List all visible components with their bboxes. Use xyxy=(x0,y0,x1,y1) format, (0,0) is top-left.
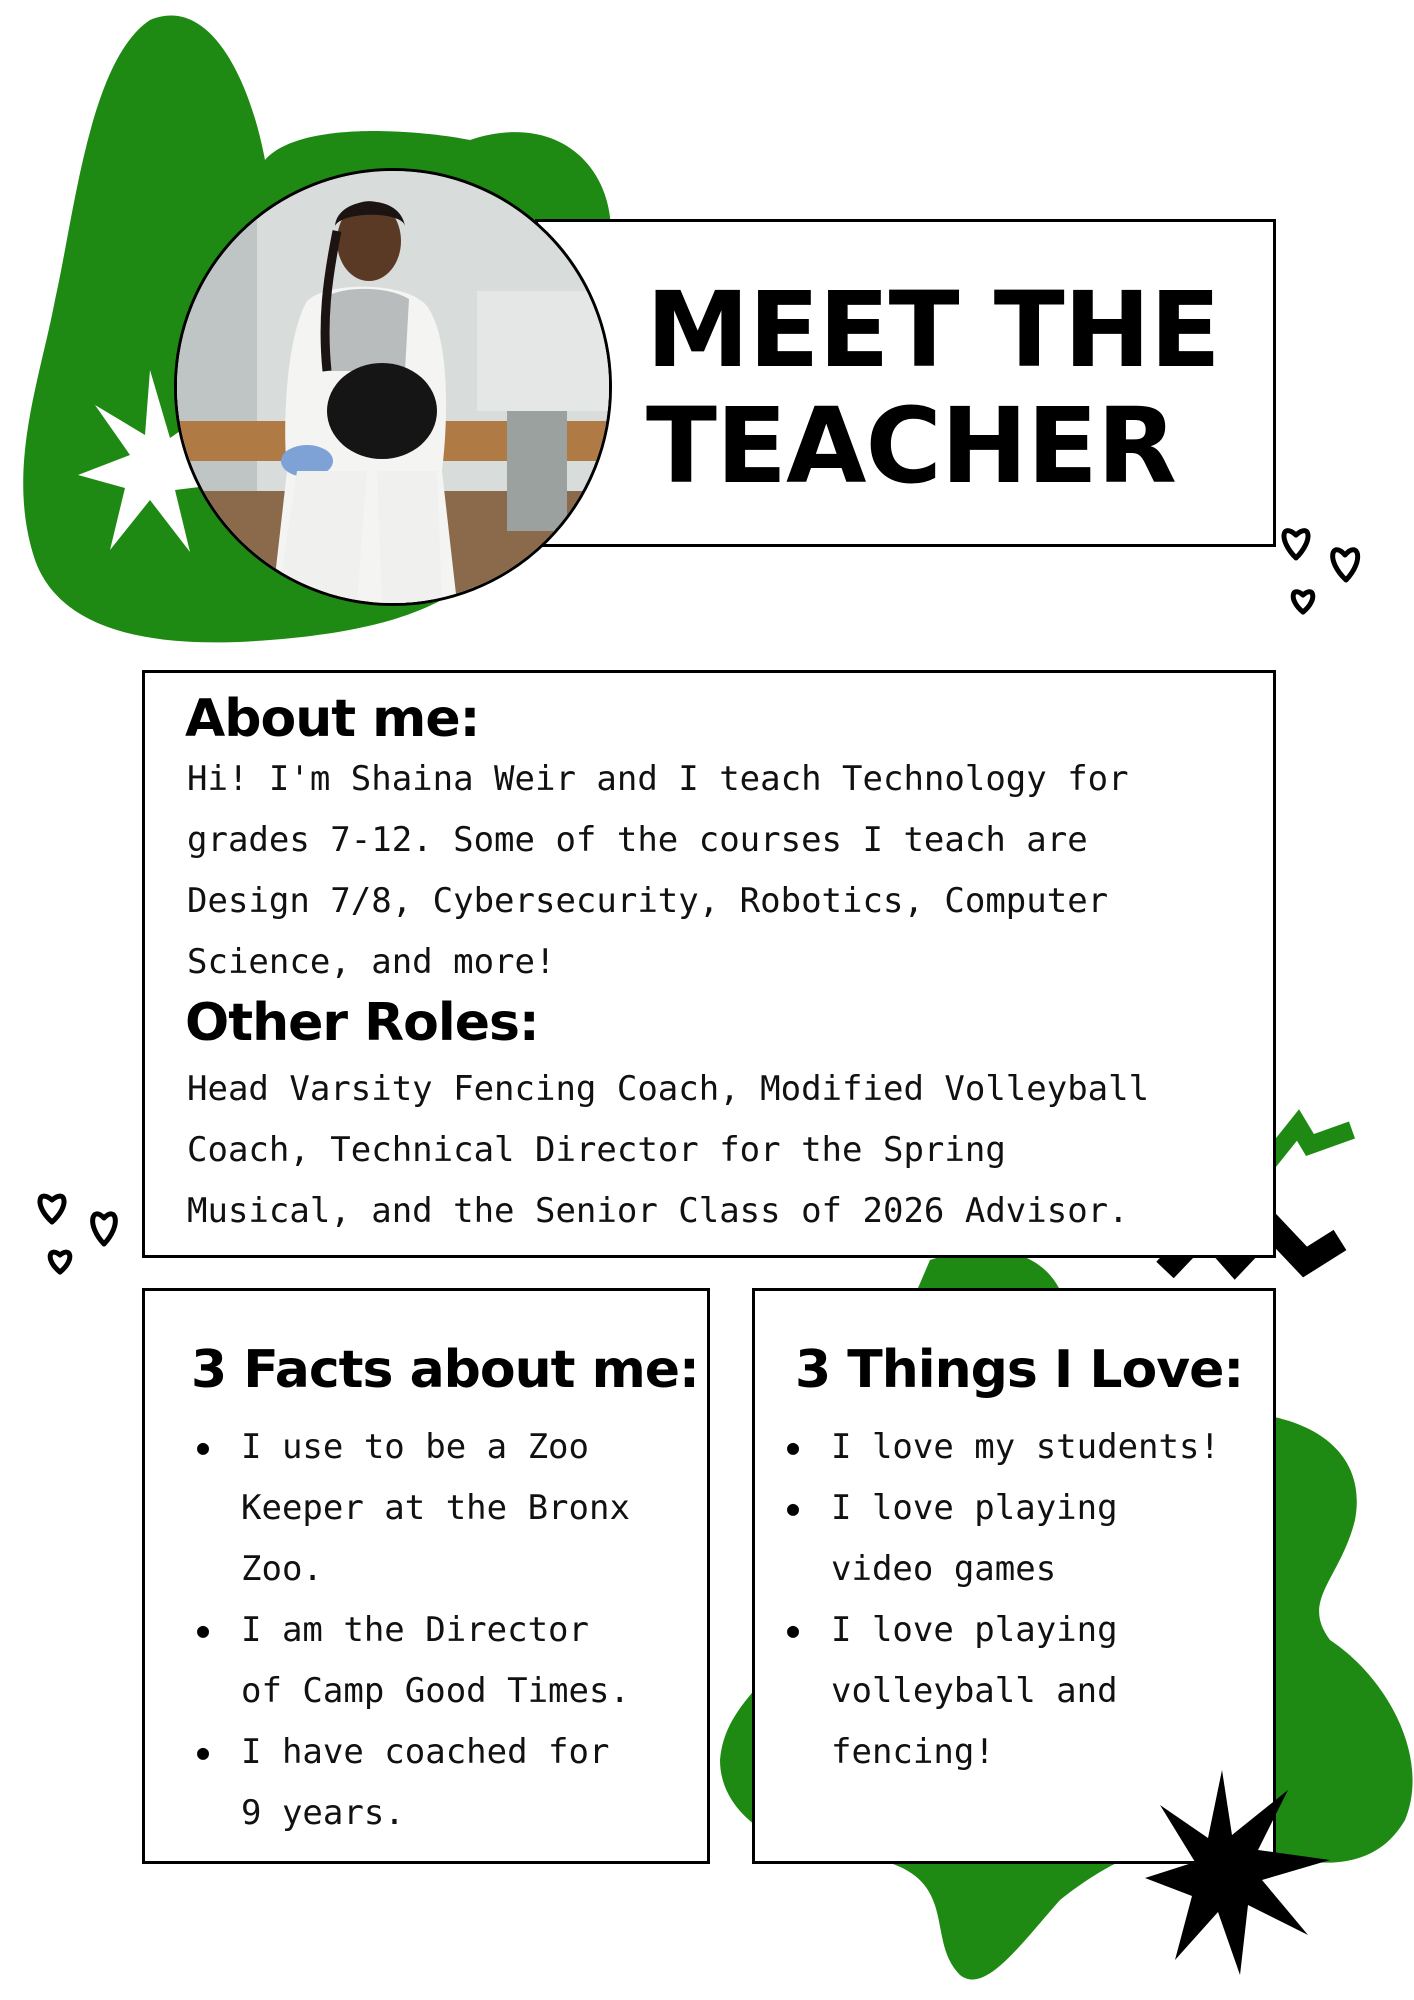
love-line: I love my students! xyxy=(831,1427,1220,1467)
about-panel xyxy=(142,670,1276,1258)
facts-list xyxy=(191,1417,630,1844)
facts-heading: 3 Facts about me: xyxy=(191,1340,699,1400)
heart-cluster-icon-top xyxy=(1284,531,1358,612)
teacher-photo-illustration xyxy=(177,171,609,603)
loves-list xyxy=(781,1417,1220,1783)
title-panel xyxy=(535,219,1276,547)
fact-line: I am the Director xyxy=(241,1610,589,1650)
fact-line: I use to be a Zoo xyxy=(241,1427,589,1467)
fact-line: Zoo. xyxy=(241,1549,323,1589)
fact-line: 9 years. xyxy=(241,1793,405,1833)
about-heading: About me: xyxy=(185,689,480,749)
roles-heading: Other Roles: xyxy=(185,993,539,1053)
teacher-photo xyxy=(174,168,612,606)
facts-panel xyxy=(142,1288,710,1864)
loves-panel xyxy=(752,1288,1276,1864)
roles-line: Musical, and the Senior Class of 2026 Advisor. xyxy=(187,1191,1129,1231)
about-line: grades 7-12. Some of the courses I teach are xyxy=(187,820,1088,860)
love-item xyxy=(781,1478,1220,1600)
roles-text xyxy=(187,1059,1149,1242)
fact-line: Keeper at the Bronx xyxy=(241,1488,630,1528)
love-item xyxy=(781,1600,1220,1783)
roles-line: Coach, Technical Director for the Spring xyxy=(187,1130,1006,1170)
about-text xyxy=(187,749,1129,993)
title-line-2: TEACHER xyxy=(646,385,1176,507)
fact-line: of Camp Good Times. xyxy=(241,1671,630,1711)
heart-cluster-icon-left xyxy=(40,1196,115,1272)
love-line: fencing! xyxy=(831,1732,995,1772)
fact-item xyxy=(191,1600,630,1722)
love-line: volleyball and xyxy=(831,1671,1118,1711)
love-line: I love playing xyxy=(831,1488,1118,1528)
about-line: Design 7/8, Cybersecurity, Robotics, Computer xyxy=(187,881,1109,921)
page-title xyxy=(646,269,1220,507)
title-line-1: MEET THE xyxy=(646,269,1220,391)
love-line: I love playing xyxy=(831,1610,1118,1650)
love-line: video games xyxy=(831,1549,1057,1589)
about-line: Science, and more! xyxy=(187,942,556,982)
loves-heading: 3 Things I Love: xyxy=(795,1340,1244,1400)
fact-item xyxy=(191,1722,630,1844)
roles-line: Head Varsity Fencing Coach, Modified Volleyball xyxy=(187,1069,1150,1109)
fact-item xyxy=(191,1417,630,1600)
fact-line: I have coached for xyxy=(241,1732,610,1772)
love-item xyxy=(781,1417,1220,1478)
about-line: Hi! I'm Shaina Weir and I teach Technology for xyxy=(187,759,1129,799)
